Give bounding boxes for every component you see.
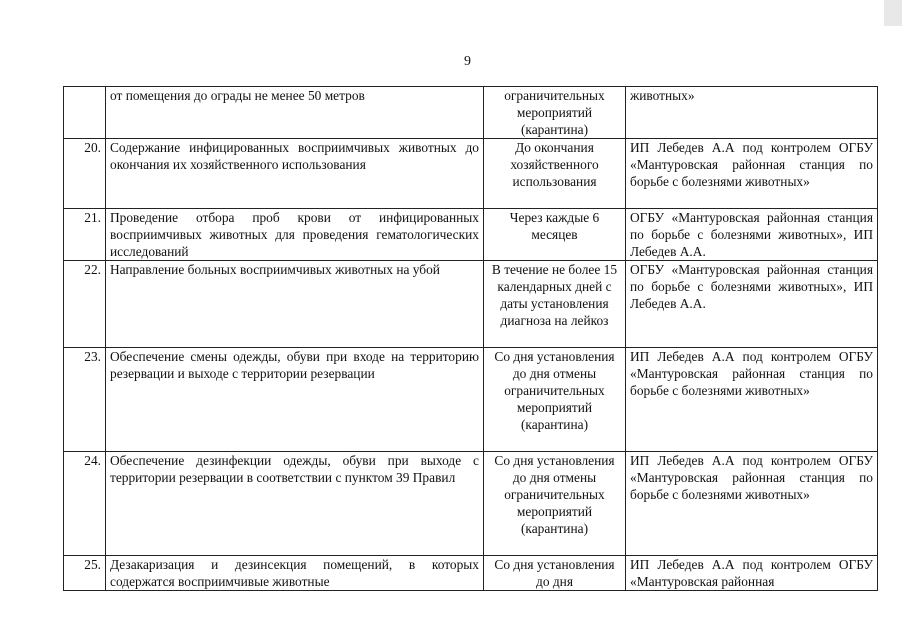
row-number: 20. [64, 139, 106, 209]
measure-responsible: ИП Лебедев А.А под контролем ОГБУ «Мантуровская районная станция по борьбе с болезнями животных» [626, 348, 878, 452]
measure-responsible: ИП Лебедев А.А под контролем ОГБУ «Мантуровская районная станция по борьбе с болезнями животных» [626, 139, 878, 209]
table-row [64, 139, 878, 209]
measure-term: В течение не более 15 календарных дней с даты установления диагноза на лейкоз [484, 261, 626, 348]
measure-term: Со дня установления до дня отмены ограничительных мероприятий (карантина) [484, 348, 626, 452]
measure-term: Со дня установления до дня [484, 556, 626, 591]
row-number [64, 87, 106, 139]
table-row [64, 556, 878, 591]
row-number: 24. [64, 452, 106, 556]
measure-responsible: животных» [626, 87, 878, 139]
row-number: 23. [64, 348, 106, 452]
measure-term: Со дня установления до дня отмены ограничительных мероприятий (карантина) [484, 452, 626, 556]
row-number: 21. [64, 209, 106, 261]
measure-name: от помещения до ограды не менее 50 метров [106, 87, 484, 139]
measure-name: Обеспечение дезинфекции одежды, обуви при выходе с территории резервации в соответствии с пунктом 39 Правил [106, 452, 484, 556]
measure-term: До окончания хозяйственного использования [484, 139, 626, 209]
measure-name: Содержание инфицированных восприимчивых животных до окончания их хозяйственного использования [106, 139, 484, 209]
row-number: 22. [64, 261, 106, 348]
table-row [64, 87, 878, 139]
measure-responsible: ОГБУ «Мантуровская районная станция по борьбе с болезнями животных», ИП Лебедев А.А. [626, 209, 878, 261]
measure-responsible: ИП Лебедев А.А под контролем ОГБУ «Мантуровская районная станция по борьбе с болезнями животных» [626, 452, 878, 556]
table-row [64, 348, 878, 452]
page-number: 9 [464, 54, 471, 69]
row-number: 25. [64, 556, 106, 591]
measure-responsible: ИП Лебедев А.А под контролем ОГБУ «Мантуровская районная [626, 556, 878, 591]
measure-name: Обеспечение смены одежды, обуви при входе на территорию резервации и выходе с территории резервации [106, 348, 484, 452]
table-row [64, 261, 878, 348]
table-row [64, 452, 878, 556]
table-row [64, 209, 878, 261]
measure-responsible: ОГБУ «Мантуровская районная станция по борьбе с болезнями животных», ИП Лебедев А.А. [626, 261, 878, 348]
measure-name: Дезакаризация и дезинсекция помещений, в которых содержатся восприимчивые животные [106, 556, 484, 591]
measure-name: Проведение отбора проб крови от инфицированных восприимчивых животных для проведения гематологических исследований [106, 209, 484, 261]
measure-term: ограничительных мероприятий (карантина) [484, 87, 626, 139]
measure-term: Через каждые 6 месяцев [484, 209, 626, 261]
scan-edge-shadow [884, 0, 902, 26]
measure-name: Направление больных восприимчивых животных на убой [106, 261, 484, 348]
measures-table [63, 86, 878, 591]
